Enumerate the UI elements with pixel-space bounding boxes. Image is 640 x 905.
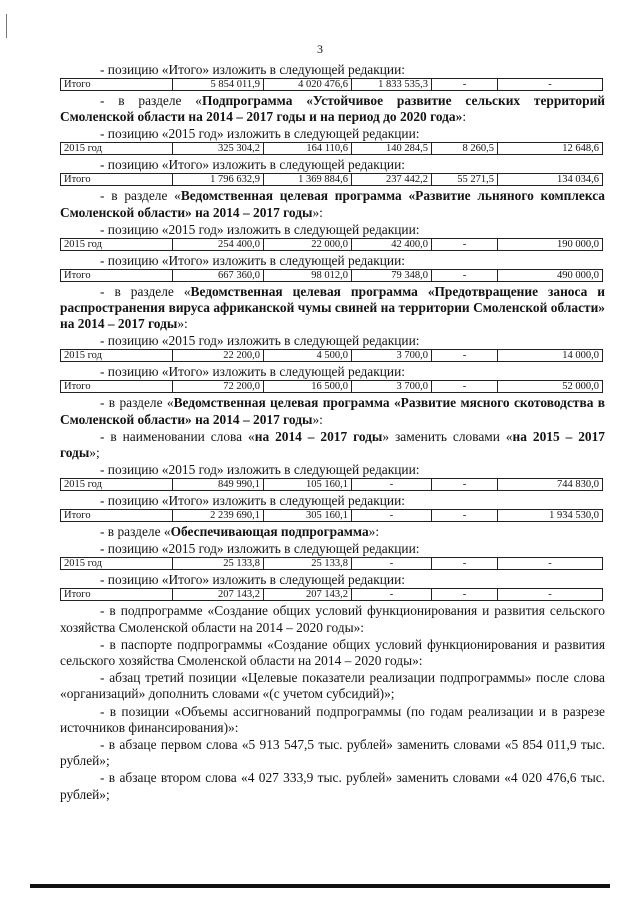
- amounts-table: [60, 380, 603, 393]
- paragraph: [60, 188, 605, 220]
- scan-edge-mark: [6, 14, 7, 38]
- paragraph: [60, 770, 605, 802]
- amount-cell: 3 700,0: [352, 350, 432, 362]
- bold-text: Ведомственная целевая программа «Развитие льняного комплекса Смоленской области» на 2014 – 2017 годы: [60, 188, 606, 220]
- amount-cell: 3 700,0: [352, 381, 432, 393]
- amount-cell: 490 000,0: [498, 269, 603, 281]
- amount-cell: 164 110,6: [264, 143, 352, 155]
- amounts-table: [60, 509, 603, 522]
- text-run: »:: [177, 316, 188, 332]
- amount-cell: -: [432, 589, 498, 601]
- bold-text: Ведомственная целевая программа «Предотвращение заноса и распространения вируса африканской чумы свиней на территории Смоленской области» на 2014 – 2017 годы: [60, 283, 606, 332]
- footer-rule: [30, 884, 610, 888]
- bold-text: на 2014 – 2017 годы: [254, 428, 383, 444]
- bold-text: Обеспечивающая подпрограмма: [170, 524, 369, 540]
- amount-cell: 325 304,2: [173, 143, 264, 155]
- document-body: [60, 62, 605, 804]
- text-run: »;: [89, 445, 100, 461]
- text-run: - в разделе «: [100, 188, 181, 204]
- paragraph: [60, 395, 605, 427]
- instruction-line: - позицию «Итого» изложить в следующей редакции:: [100, 493, 405, 509]
- text-run: - в абзаце первом слова «5 913 547,5 тыс. рублей» заменить словами «5 854 011,9 тыс. рублей»;: [60, 737, 605, 769]
- amount-cell: 1 833 535,3: [352, 79, 432, 91]
- row-label-cell: Итого: [61, 174, 173, 186]
- instruction-line: - позицию «2015 год» изложить в следующей редакции:: [100, 462, 420, 478]
- table-row: [61, 381, 603, 393]
- amount-cell: 849 990,1: [173, 479, 264, 491]
- page-number: 3: [317, 42, 323, 56]
- amount-cell: 98 012,0: [264, 269, 352, 281]
- amount-cell: -: [432, 510, 498, 522]
- amounts-table: [60, 557, 603, 570]
- amount-cell: 190 000,0: [498, 238, 603, 250]
- instruction-line: - позицию «Итого» изложить в следующей редакции:: [100, 364, 405, 380]
- paragraph: [60, 603, 605, 635]
- amount-cell: -: [432, 381, 498, 393]
- amount-cell: 134 034,6: [498, 174, 603, 186]
- instruction-line: - позицию «Итого» изложить в следующей редакции:: [100, 252, 405, 268]
- amount-cell: -: [498, 558, 603, 570]
- text-run: - в разделе «: [100, 524, 171, 540]
- table-row: [61, 238, 603, 250]
- amount-cell: 207 143,2: [173, 589, 264, 601]
- amount-cell: 22 200,0: [173, 350, 264, 362]
- row-label-cell: Итого: [61, 510, 173, 522]
- bold-text: Ведомственная целевая программа «Развитие мясного скотоводства в Смоленской области» на 2014 – 2017 годы: [60, 395, 605, 427]
- amounts-table: [60, 478, 603, 491]
- paragraph: [60, 704, 605, 736]
- amount-cell: 237 442,2: [352, 174, 432, 186]
- amounts-table: [60, 588, 603, 601]
- text-run: - в разделе «: [100, 395, 174, 411]
- amount-cell: 254 400,0: [173, 238, 264, 250]
- text-run: - абзац третий позиции «Целевые показатели реализации подпрограммы» после слова «организаций» дополнить словами «(с учетом субсидий)»;: [60, 670, 605, 702]
- amount-cell: -: [432, 479, 498, 491]
- amounts-table: [60, 238, 603, 251]
- text-run: - в абзаце втором слова «4 027 333,9 тыс. рублей» заменить словами «4 020 476,6 тыс. рублей»;: [60, 770, 605, 802]
- amount-cell: 2 239 690,1: [173, 510, 264, 522]
- amount-cell: 79 348,0: [352, 269, 432, 281]
- text-run: - в разделе «: [100, 283, 191, 299]
- amount-cell: 140 284,5: [352, 143, 432, 155]
- amount-cell: 667 360,0: [173, 269, 264, 281]
- text-run: - в подпрограмме «Создание общих условий функционирования и развития сельского хозяйства Смоленской области на 2014 – 2020 годы»:: [60, 603, 605, 635]
- text-run: »:: [368, 524, 380, 540]
- text-run: - в наименовании слова «: [100, 428, 255, 444]
- amount-cell: 52 000,0: [498, 381, 603, 393]
- table-row: [61, 269, 603, 281]
- amount-cell: 4 020 476,6: [264, 79, 352, 91]
- text-run: - в позиции «Объемы ассигнований подпрограммы (по годам реализации и в разрезе источников финансирования)»:: [60, 703, 605, 735]
- amount-cell: -: [432, 350, 498, 362]
- amount-cell: 5 854 011,9: [173, 79, 264, 91]
- instruction-line: - позицию «Итого» изложить в следующей редакции:: [100, 157, 405, 173]
- amount-cell: -: [432, 558, 498, 570]
- instruction-line: - позицию «2015 год» изложить в следующей редакции:: [100, 333, 420, 349]
- instruction-line: - позицию «Итого» изложить в следующей редакции:: [100, 62, 405, 77]
- row-label-cell: 2015 год: [61, 238, 173, 250]
- amount-cell: 1 796 632,9: [173, 174, 264, 186]
- bold-text: Подпрограмма «Устойчивое развитие сельских территорий Смоленской области на 2014 – 2017 годы и на период до 2020 года»: [60, 93, 606, 125]
- amount-cell: 42 400,0: [352, 238, 432, 250]
- amount-cell: 207 143,2: [264, 589, 352, 601]
- amount-cell: 25 133,8: [173, 558, 264, 570]
- amount-cell: 744 830,0: [498, 479, 603, 491]
- amount-cell: 12 648,6: [498, 143, 603, 155]
- amount-cell: 105 160,1: [264, 479, 352, 491]
- row-label-cell: Итого: [61, 269, 173, 281]
- amount-cell: 1 934 530,0: [498, 510, 603, 522]
- amount-cell: 305 160,1: [264, 510, 352, 522]
- row-label-cell: 2015 год: [61, 350, 173, 362]
- text-run: » заменить словами «: [382, 428, 513, 444]
- amount-cell: -: [432, 238, 498, 250]
- bold-text: на 2015 – 2017 годы: [60, 428, 605, 461]
- amount-cell: -: [352, 510, 432, 522]
- row-label-cell: 2015 год: [61, 558, 173, 570]
- paragraph: [60, 737, 605, 769]
- amount-cell: 4 500,0: [264, 350, 352, 362]
- table-row: [61, 510, 603, 522]
- amount-cell: -: [498, 589, 603, 601]
- instruction-line: - позицию «2015 год» изложить в следующей редакции:: [100, 221, 420, 237]
- amount-cell: -: [352, 558, 432, 570]
- amounts-table: [60, 142, 603, 155]
- text-run: - в паспорте подпрограммы «Создание общих условий функционирования и развития сельского хозяйства Смоленской области на 2014 – 2020 годы»:: [60, 636, 605, 669]
- text-run: »:: [312, 411, 323, 427]
- instruction-line: - позицию «2015 год» изложить в следующей редакции:: [100, 126, 420, 142]
- amounts-table: [60, 78, 603, 91]
- amount-cell: -: [352, 589, 432, 601]
- row-label-cell: 2015 год: [61, 143, 173, 155]
- table-row: [61, 79, 603, 91]
- amounts-table: [60, 269, 603, 282]
- amount-cell: 72 200,0: [173, 381, 264, 393]
- amount-cell: 25 133,8: [264, 558, 352, 570]
- amount-cell: 8 260,5: [432, 143, 498, 155]
- amount-cell: 22 000,0: [264, 238, 352, 250]
- row-label-cell: 2015 год: [61, 479, 173, 491]
- row-label-cell: Итого: [61, 79, 173, 91]
- amount-cell: -: [432, 79, 498, 91]
- row-label-cell: Итого: [61, 589, 173, 601]
- table-row: [61, 143, 603, 155]
- text-run: :: [462, 109, 467, 125]
- text-run: - в разделе «: [100, 93, 202, 108]
- amount-cell: -: [498, 79, 603, 91]
- paragraph: [60, 670, 605, 702]
- paragraph: [60, 284, 605, 333]
- table-row: [61, 174, 603, 186]
- table-row: [61, 479, 603, 491]
- text-run: »:: [312, 204, 323, 220]
- amount-cell: 1 369 884,6: [264, 174, 352, 186]
- paragraph: [60, 93, 605, 125]
- amounts-table: [60, 173, 603, 186]
- paragraph: [60, 637, 605, 669]
- table-row: [61, 589, 603, 601]
- paragraph: [60, 524, 605, 540]
- instruction-line: - позицию «Итого» изложить в следующей редакции:: [100, 572, 405, 588]
- table-row: [61, 558, 603, 570]
- amount-cell: 14 000,0: [498, 350, 603, 362]
- amount-cell: -: [432, 269, 498, 281]
- amount-cell: 55 271,5: [432, 174, 498, 186]
- amount-cell: 16 500,0: [264, 381, 352, 393]
- paragraph: [60, 429, 605, 461]
- amounts-table: [60, 349, 603, 362]
- table-row: [61, 350, 603, 362]
- row-label-cell: Итого: [61, 381, 173, 393]
- amount-cell: -: [352, 479, 432, 491]
- instruction-line: - позицию «2015 год» изложить в следующей редакции:: [100, 541, 420, 557]
